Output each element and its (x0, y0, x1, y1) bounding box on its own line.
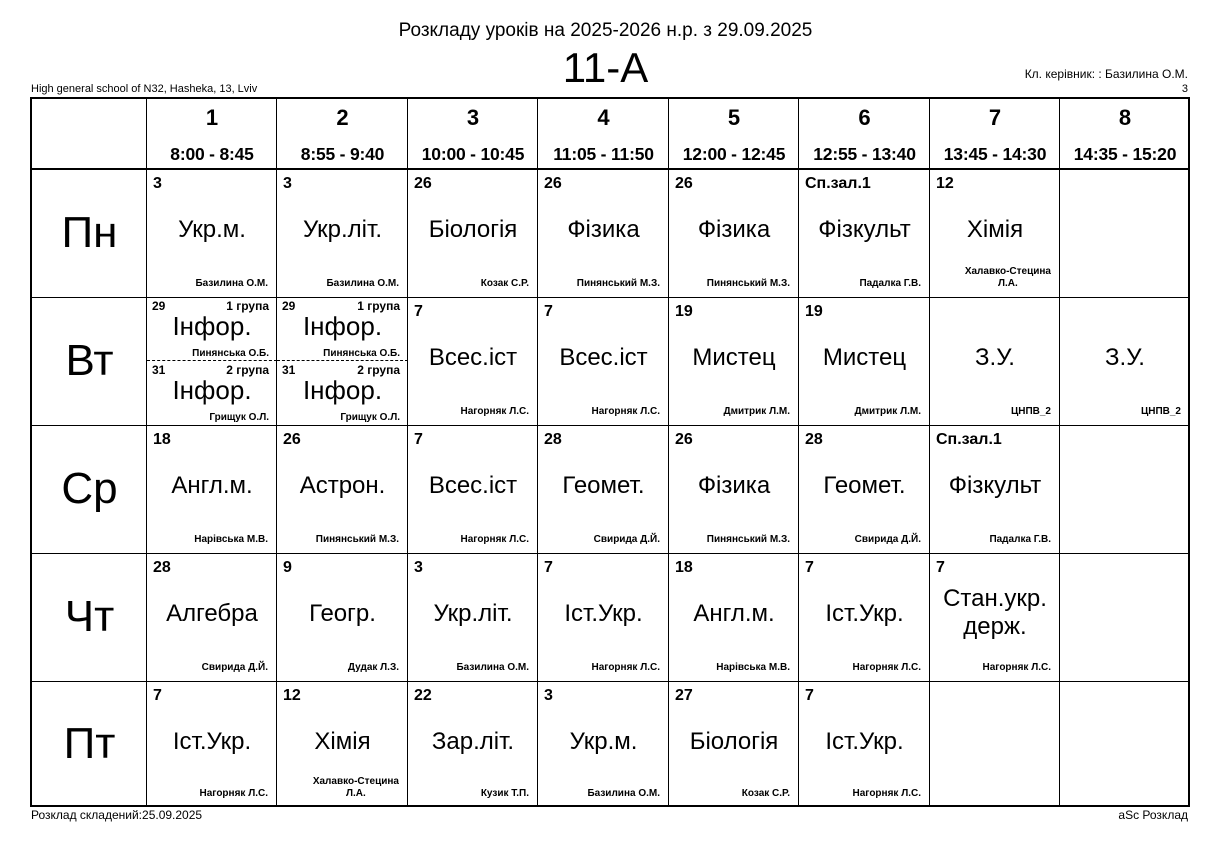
teacher-name: Свирида Д.Й. (593, 534, 660, 545)
room-number: 19 (675, 303, 693, 320)
period-number: 4 (597, 105, 610, 130)
period-number: 3 (466, 105, 480, 130)
lesson-cell (277, 425, 408, 553)
teacher-name: Кузик Т.П. (480, 788, 529, 799)
class-name: 11-А (562, 44, 649, 91)
teacher-name: Пинянський М.З. (315, 534, 399, 545)
subject-name: Мистец (822, 344, 907, 371)
period-time: 8:00 - 8:45 (170, 144, 254, 164)
subject-name: Інфор. (172, 311, 252, 341)
empty-cell (1060, 169, 1190, 297)
room-number: 3 (544, 687, 553, 704)
lesson-cell (799, 681, 930, 807)
teacher-name: Нагорняк Л.С. (852, 662, 921, 673)
period-time: 10:00 - 10:45 (421, 144, 525, 164)
room-number: 26 (675, 175, 693, 192)
subject-name: Іст.Укр. (825, 600, 904, 627)
teacher-name: Нарівська М.В. (194, 534, 268, 545)
subject-name: Біологія (428, 216, 518, 243)
day-name: Чт (64, 592, 115, 641)
teacher-name: Пинянська О.Б. (192, 348, 269, 359)
subject-name: Англ.м. (693, 600, 775, 627)
page-number: 3 (1181, 83, 1188, 95)
room-number: 3 (414, 559, 423, 576)
teacher-name: Нагорняк Л.С. (460, 534, 529, 545)
subject-name: Іст.Укр. (172, 728, 252, 755)
lesson-cell (930, 169, 1060, 297)
subject-name: Всес.іст (559, 344, 648, 371)
teacher-name: Падалка Г.В. (859, 278, 921, 289)
room-number: 12 (283, 687, 301, 704)
group-label: 2 група (357, 363, 400, 377)
period-time: 8:55 - 9:40 (300, 144, 385, 164)
subject-name: Фізика (697, 216, 771, 243)
lesson-cell (538, 681, 669, 807)
subject-name: Фізкульт (948, 472, 1042, 499)
lesson-cell (930, 297, 1060, 425)
group-lesson (277, 361, 408, 425)
lesson-cell (277, 553, 408, 681)
room-number: 3 (283, 175, 292, 192)
period-time: 12:00 - 12:45 (682, 144, 786, 164)
room-number: 7 (936, 559, 945, 576)
room-number: 31 (152, 363, 166, 377)
lesson-cell (669, 681, 799, 807)
lesson-cell (930, 425, 1060, 553)
subject-name: Алгебра (166, 600, 258, 627)
day-name: Вт (65, 336, 114, 385)
period-header (799, 99, 930, 169)
teacher-name: Козак С.Р. (480, 278, 529, 289)
room-number: 28 (544, 431, 562, 448)
subject-name: Фізика (567, 216, 640, 243)
period-header (1060, 99, 1190, 169)
lesson-cell (930, 553, 1060, 681)
room-number: 31 (282, 363, 296, 377)
room-number: 18 (153, 431, 171, 448)
room-number: 7 (153, 687, 162, 704)
software-name: aSc Розклад (1118, 808, 1188, 822)
lesson-cell (147, 297, 277, 425)
lesson-cell (669, 169, 799, 297)
room-number: 22 (414, 687, 432, 704)
room-number: 9 (283, 559, 292, 576)
subject-name: Фізкульт (818, 216, 911, 243)
period-time: 14:35 - 15:20 (1073, 144, 1177, 164)
subject-line: Стан.укр. (943, 585, 1047, 612)
day-name: Ср (61, 464, 118, 513)
teacher-name: Базилина О.М. (195, 278, 268, 289)
lesson-cell (408, 553, 538, 681)
lesson-cell (538, 297, 669, 425)
teacher-name: Пинянський М.З. (706, 534, 790, 545)
lesson-cell (277, 169, 408, 297)
subject-name: Біологія (689, 728, 779, 755)
timetable-grid (30, 97, 1190, 807)
lesson-cell (408, 297, 538, 425)
group-lesson (147, 361, 277, 425)
room-number: 18 (675, 559, 693, 576)
teacher-name: Свирида Д.Й. (201, 662, 268, 673)
group-label: 1 група (357, 299, 400, 313)
subject-name: Астрон. (299, 472, 386, 499)
teacher-name: Дмитрик Л.М. (854, 406, 921, 417)
room-number: 3 (153, 175, 162, 192)
subject-name: Хімія (314, 728, 371, 755)
subject-name: Інфор. (302, 375, 383, 405)
room-number: 7 (414, 303, 423, 320)
compiled-date: Розклад складений:25.09.2025 (31, 808, 203, 822)
day-name: Пн (61, 208, 118, 257)
subject-name: Геомет. (562, 472, 645, 499)
period-number: 7 (988, 105, 1002, 130)
lesson-cell (799, 297, 930, 425)
group-lesson (277, 297, 408, 361)
room-number: 28 (805, 431, 823, 448)
subject-name: Мистец (692, 344, 776, 371)
subject-name: Всес.іст (428, 344, 518, 371)
teacher-name (965, 266, 1051, 290)
subject-name: Інфор. (172, 375, 252, 405)
room-number: 29 (282, 299, 296, 313)
period-number: 1 (205, 105, 219, 130)
lesson-cell (669, 425, 799, 553)
lesson-cell (669, 297, 799, 425)
subject-name: Фізика (697, 472, 771, 499)
room-number: 26 (544, 175, 562, 192)
subject-name: Іст.Укр. (825, 728, 904, 755)
teacher-name: Пинянський М.З. (706, 278, 790, 289)
teacher-name: Пинянська О.Б. (323, 348, 400, 359)
lesson-cell (147, 553, 277, 681)
room-number: 26 (675, 431, 693, 448)
subject-name: Укр.літ. (302, 216, 383, 243)
subject-name: Англ.м. (171, 472, 253, 499)
subject-name: Геогр. (309, 600, 376, 627)
teacher-name: Козак С.Р. (741, 788, 790, 799)
teacher-name: Нагорняк Л.С. (199, 788, 268, 799)
period-number: 5 (727, 105, 741, 130)
period-header (408, 99, 538, 169)
lesson-cell (669, 553, 799, 681)
lesson-cell (147, 425, 277, 553)
teacher-name: Падалка Г.В. (989, 534, 1051, 545)
lesson-cell (799, 169, 930, 297)
lesson-cell (147, 681, 277, 807)
room-number: 7 (544, 559, 553, 576)
teacher-line: Л.А. (998, 278, 1018, 289)
subject-name: Всес.іст (428, 472, 518, 499)
subject-line: держ. (963, 613, 1027, 640)
period-number: 6 (858, 105, 871, 130)
period-time: 13:45 - 14:30 (943, 144, 1047, 164)
subject-name: Укр.м. (569, 728, 638, 755)
subject-name: Іст.Укр. (564, 600, 643, 627)
period-header (277, 99, 408, 169)
lesson-cell (277, 297, 408, 425)
teacher-name: Базилина О.М. (326, 278, 399, 289)
room-number: Сп.зал.1 (936, 431, 1002, 448)
teacher-name: ЦНПВ_2 (1010, 406, 1051, 417)
teacher-name: Грищук О.Л. (340, 412, 400, 423)
room-number: 29 (152, 299, 166, 313)
teacher-name: Свирида Д.Й. (854, 534, 921, 545)
empty-cell (930, 681, 1060, 807)
day-name: Пт (63, 719, 116, 768)
subject-name: Укр.м. (178, 216, 246, 243)
subject-name: Зар.літ. (431, 728, 515, 755)
empty-cell (1060, 681, 1190, 807)
group-divider (277, 360, 408, 361)
period-time: 11:05 - 11:50 (553, 144, 654, 164)
period-time: 12:55 - 13:40 (813, 144, 916, 164)
room-number: Сп.зал.1 (805, 175, 871, 192)
lesson-cell (277, 681, 408, 807)
teacher-line: Халавко-Стецина (964, 266, 1051, 277)
group-divider (147, 360, 277, 361)
room-number: 26 (283, 431, 301, 448)
room-number: 12 (936, 175, 954, 192)
room-number: 27 (675, 687, 693, 704)
subject-name (930, 585, 1060, 641)
period-number: 8 (1118, 105, 1132, 130)
subject-name: Інфор. (302, 311, 383, 341)
teacher-name: Нагорняк Л.С. (591, 662, 660, 673)
teacher-name: Нарівська М.В. (716, 662, 790, 673)
subject-name: Хімія (966, 216, 1024, 243)
teacher-name (313, 776, 399, 800)
group-lesson (147, 297, 277, 361)
teacher-line: Л.А. (346, 788, 366, 799)
lesson-cell (799, 553, 930, 681)
subject-name: Укр.літ. (433, 600, 513, 627)
room-number: 26 (414, 175, 432, 192)
teacher-line: Халавко-Стецина (312, 776, 399, 787)
subject-name: З.У. (1105, 344, 1145, 371)
period-number: 2 (336, 105, 349, 130)
teacher-name: Пинянський М.З. (576, 278, 660, 289)
subject-name: Геомет. (823, 472, 906, 499)
teacher-name: Нагорняк Л.С. (852, 788, 921, 799)
lesson-cell (538, 169, 669, 297)
subject-name: З.У. (975, 344, 1015, 371)
teacher-name: Нагорняк Л.С. (460, 406, 529, 417)
period-header (147, 99, 277, 169)
group-label: 2 група (226, 363, 269, 377)
teacher-name: Дмитрик Л.М. (723, 406, 790, 417)
teacher-name: Дудак Л.З. (347, 662, 399, 673)
room-number: 7 (414, 431, 423, 448)
period-header (930, 99, 1060, 169)
lesson-cell (408, 425, 538, 553)
lesson-cell (1060, 297, 1190, 425)
lesson-cell (538, 425, 669, 553)
period-header (669, 99, 799, 169)
empty-cell (1060, 553, 1190, 681)
teacher-name: Нагорняк Л.С. (591, 406, 660, 417)
teacher-name: Грищук О.Л. (209, 412, 269, 423)
lesson-cell (408, 169, 538, 297)
class-teacher: Кл. керівник: : Базилина О.М. (1024, 67, 1188, 81)
lesson-cell (147, 169, 277, 297)
room-number: 19 (805, 303, 823, 320)
room-number: 7 (805, 687, 814, 704)
teacher-name: Базилина О.М. (587, 788, 660, 799)
school-address: High general school of N32, Hasheka, 13, Lviv (31, 83, 258, 95)
lesson-cell (799, 425, 930, 553)
teacher-name: Нагорняк Л.С. (982, 662, 1051, 673)
empty-cell (1060, 425, 1190, 553)
room-number: 7 (805, 559, 814, 576)
group-label: 1 група (226, 299, 269, 313)
room-number: 7 (544, 303, 553, 320)
room-number: 28 (153, 559, 171, 576)
page-title: Розкладу уроків на 2025-2026 н.р. з 29.09.2025 (398, 20, 813, 41)
lesson-cell (538, 553, 669, 681)
period-header (538, 99, 669, 169)
teacher-name: ЦНПВ_2 (1140, 406, 1181, 417)
lesson-cell (408, 681, 538, 807)
teacher-name: Базилина О.М. (456, 662, 529, 673)
